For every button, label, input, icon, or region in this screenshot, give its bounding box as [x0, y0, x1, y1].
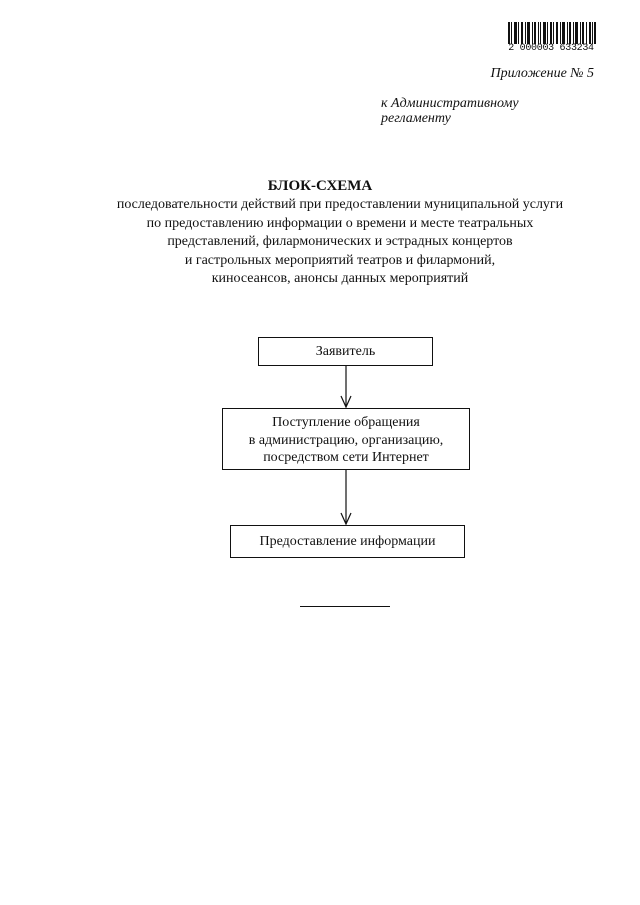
step-label: Поступление обращения: [272, 415, 420, 430]
flow-step-applicant: [258, 337, 433, 366]
subtitle-line: и гастрольных мероприятий театров и филармоний,: [184, 252, 496, 268]
appendix-label: Приложение № 5: [490, 66, 594, 81]
regulation-line: регламенту: [381, 111, 451, 126]
document-title: БЛОК-СХЕМА: [267, 178, 373, 194]
barcode-number: 2 000003 633234: [508, 43, 594, 54]
subtitle-line: представлений, филармонических и эстрадных концертов: [167, 234, 513, 249]
step-label: Предоставление информации: [259, 534, 436, 549]
end-divider: [300, 606, 390, 607]
subtitle-line: киносеансов, анонсы данных мероприятий: [211, 271, 469, 286]
subtitle-line: по предоставлению информации о времени и месте театральных: [146, 215, 534, 231]
step-label: Заявитель: [315, 344, 376, 359]
regulation-line: к Административному: [381, 96, 519, 111]
subtitle-line: последовательности действий при предоставлении муниципальной услуги: [116, 197, 564, 212]
flow-step-provide-information: [230, 525, 465, 558]
step-label: в администрацию, организацию,: [248, 432, 444, 448]
flow-step-appeal-receipt: [222, 408, 470, 470]
step-label: посредством сети Интернет: [263, 450, 429, 465]
